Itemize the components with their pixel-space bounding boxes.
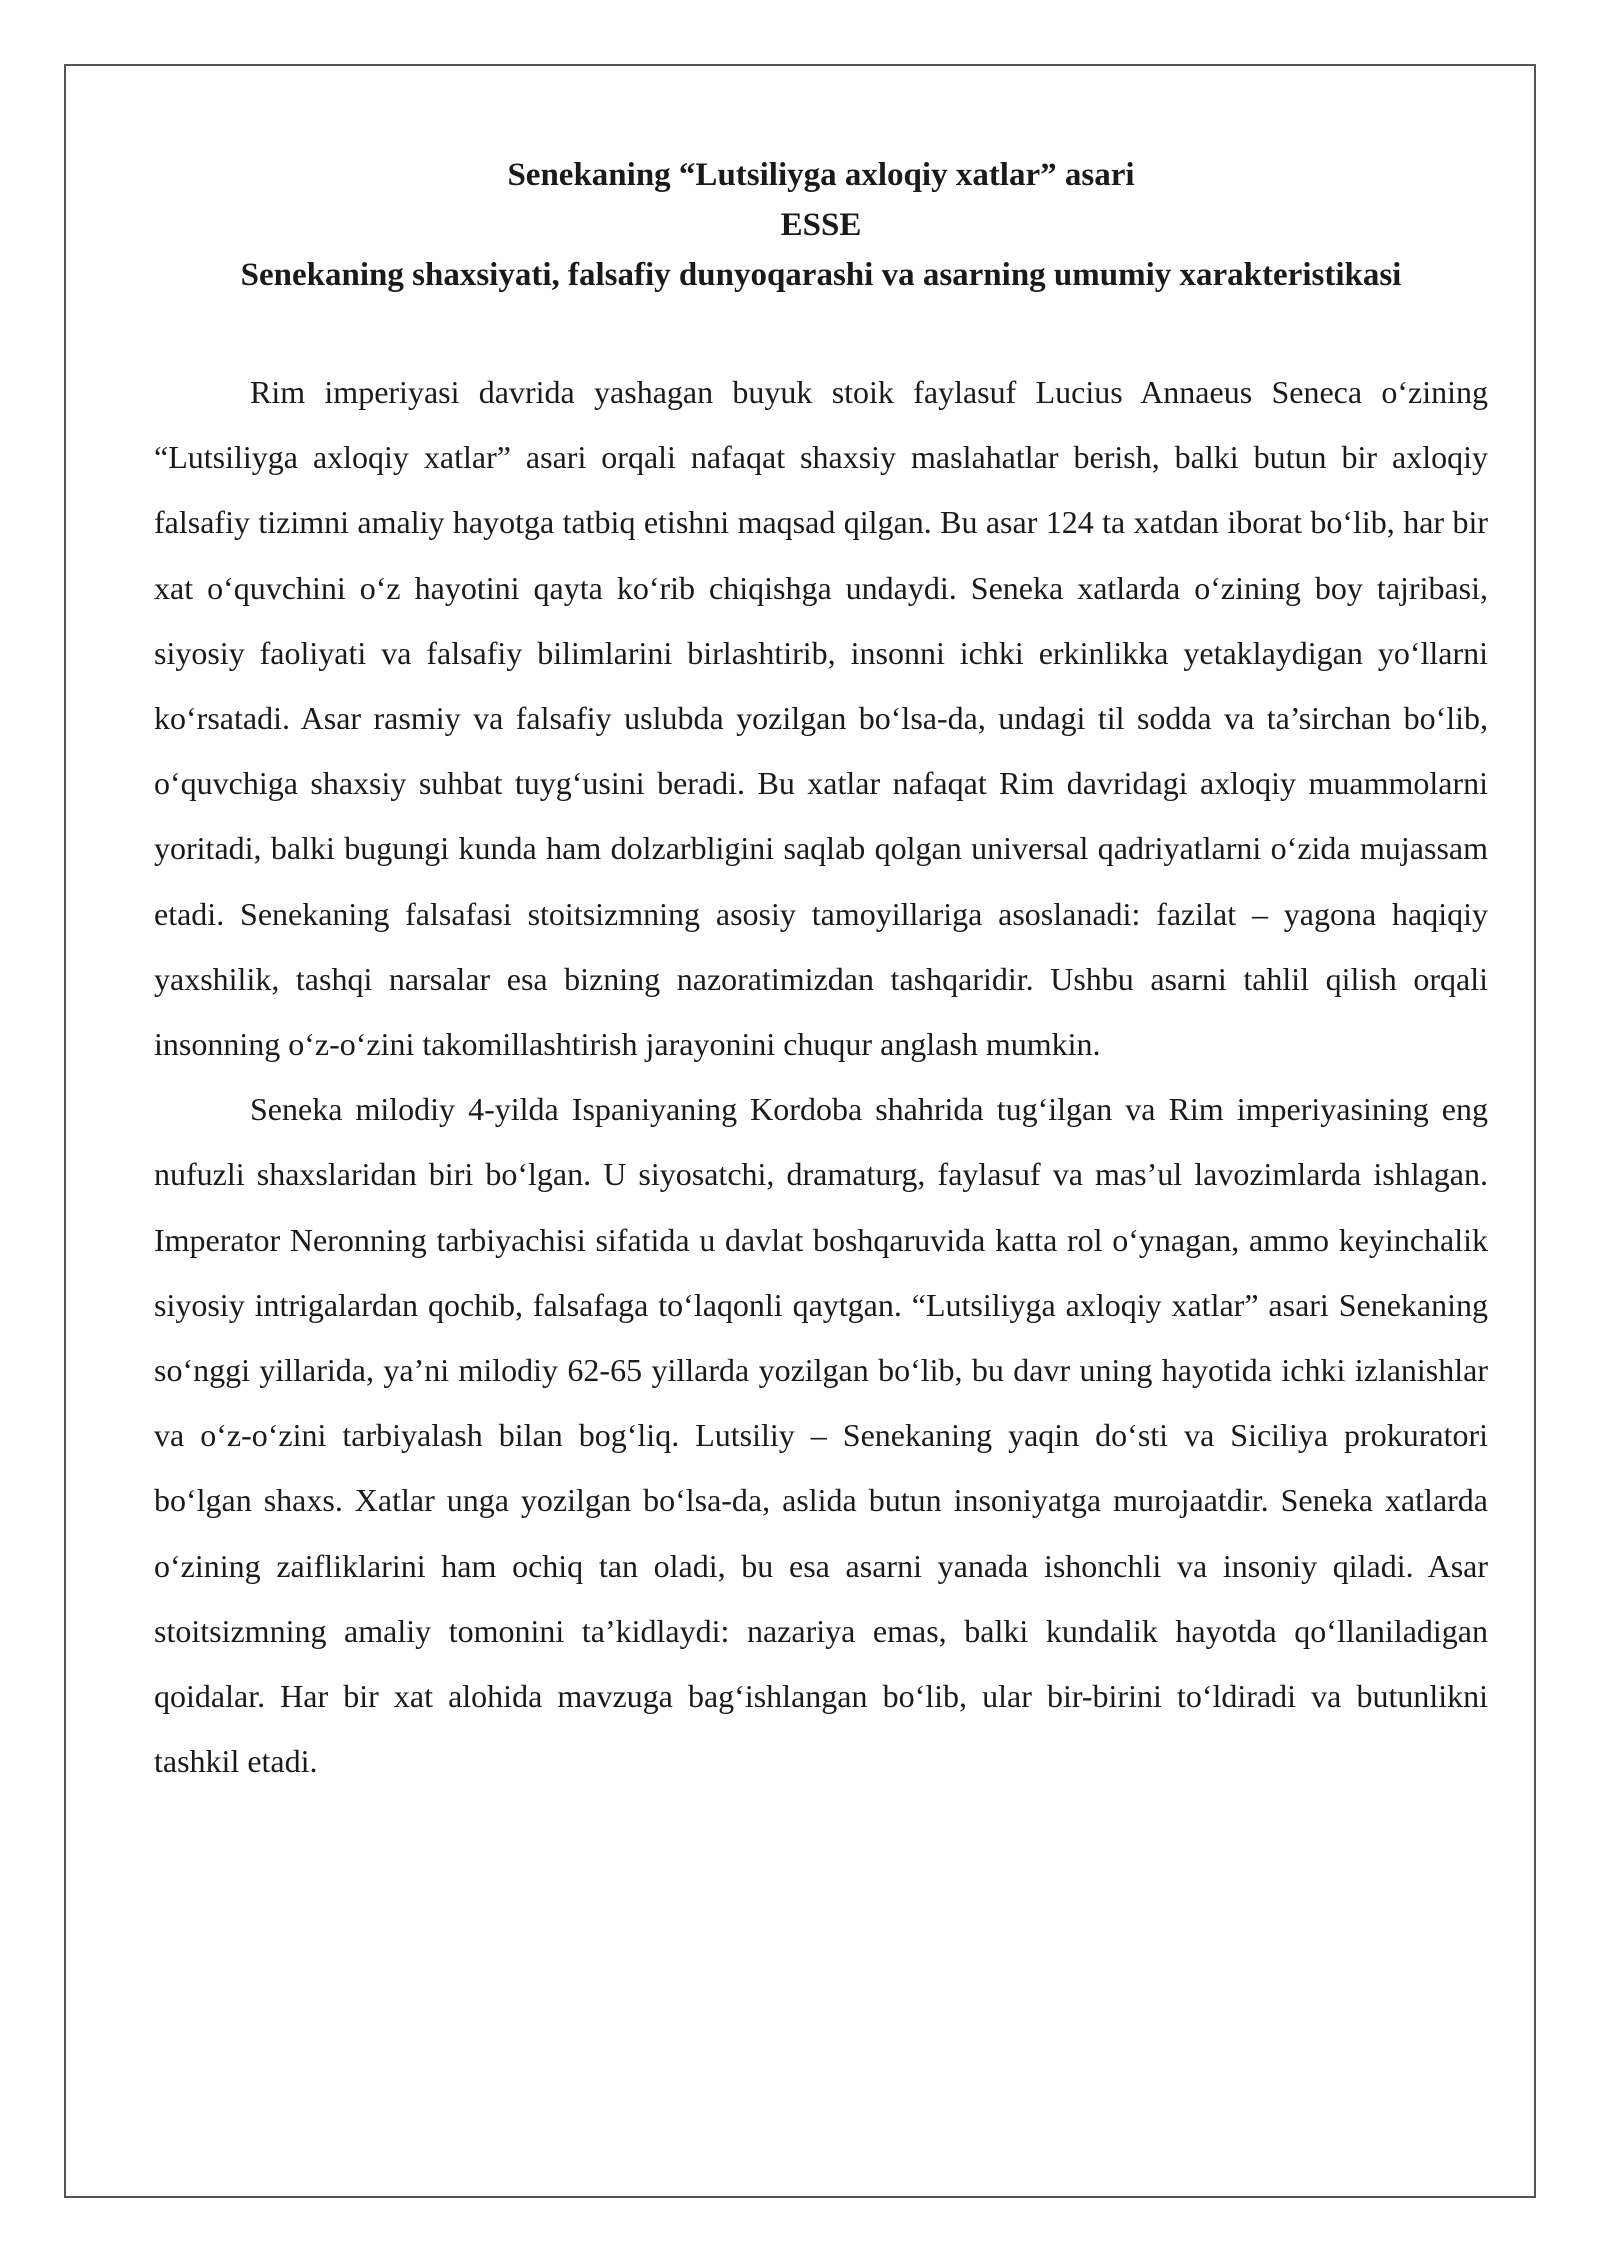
paragraph-1: Rim imperiyasi davrida yashagan buyuk stoik faylasuf Lucius Annaeus Seneca o‘zining “Lutsiliyga axloqiy xatlar” asari orqali nafaqat shaxsiy maslahatlar berish, balki butun bir axloqiy falsafiy tizimni amaliy hayotga tatbiq etishni maqsad qilgan. Bu asar 124 ta xatdan iborat bo‘lib, har bir xat o‘quvchini o‘z hayotini qayta ko‘rib chiqishga undaydi. Seneka xatlarda o‘zining boy tajribasi, siyosiy faoliyati va falsafiy bilimlarini birlashtirib, insonni ichki erkinlikka yetaklaydigan yo‘llarni ko‘rsatadi. Asar rasmiy va falsafiy uslubda yozilgan bo‘lsa-da, undagi til sodda va ta’sirchan bo‘lib, o‘quvchiga shaxsiy suhbat tuyg‘usini beradi. Bu xatlar nafaqat Rim davridagi axloqiy muammolarni yoritadi, balki bugungi kunda ham dolzarbligini saqlab qolgan universal qadriyatlarni o‘zida mujassam etadi. Senekaning falsafasi stoitsizmning asosiy tamoyillariga asoslanadi: fazilat – yagona haqiqiy yaxshilik, tashqi narsalar esa bizning nazoratimizdan tashqaridir. Ushbu asarni tahlil qilish orqali insonning o‘z-o‘zini takomillashtirish jarayonini chuqur anglash mumkin. bbox=[154, 374, 1488, 1063]
section-heading: Senekaning shaxsiyati, falsafiy dunyoqarashi va asarning umumiy xarakteristikasi bbox=[240, 257, 1402, 293]
document-title: Senekaning “Lutsiliyga axloqiy xatlar” asari bbox=[507, 157, 1135, 193]
document-genre: ESSE bbox=[780, 207, 862, 243]
paragraph-2: Seneka milodiy 4-yilda Ispaniyaning Kordoba shahrida tug‘ilgan va Rim imperiyasining eng nufuzli shaxslaridan biri bo‘lgan. U siyosatchi, dramaturg, faylasuf va mas’ul lavozimlarda ishlagan. Imperator Neronning tarbiyachisi sifatida u davlat boshqaruvida katta rol o‘ynagan, ammo keyinchalik siyosiy intrigalardan qochib, falsafaga to‘laqonli qaytgan. “Lutsiliyga axloqiy xatlar” asari Senekaning so‘nggi yillarida, ya’ni milodiy 62-65 yillarda yozilgan bo‘lib, bu davr uning hayotida ichki izlanishlar va o‘z-o‘zini tarbiyalash bilan bog‘liq. Lutsiliy – Senekaning yaqin do‘sti va Siciliya prokuratori bo‘lgan shaxs. Xatlar unga yozilgan bo‘lsa-da, aslida butun insoniyatga murojaatdir. Seneka xatlarda o‘zining zaifliklarini ham ochiq tan oladi, bu esa asarni yanada ishonchli va insoniy qiladi. Asar stoitsizmning amaliy tomonini ta’kidlaydi: nazariya emas, balki kundalik hayotda qo‘llaniladigan qoidalar. Har bir xat alohida mavzuga bag‘ishlangan bo‘lib, ular bir-birini to‘ldiradi va butunlikni tashkil etadi. bbox=[154, 1091, 1488, 1780]
document-body bbox=[154, 150, 1488, 1794]
heading-spacer bbox=[154, 300, 1488, 360]
